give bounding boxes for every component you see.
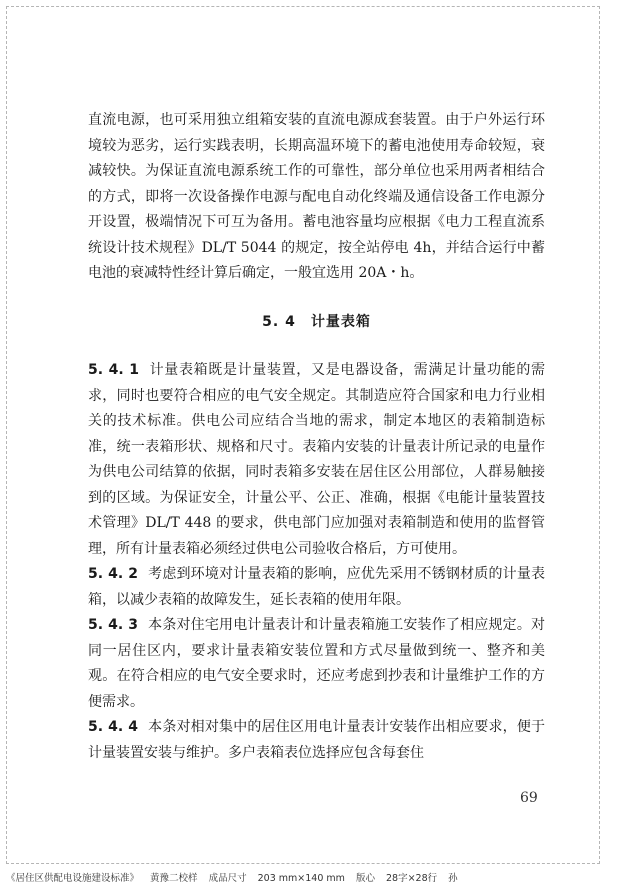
clause-5-4-1 <box>88 358 545 562</box>
continuation-paragraph: 直流电源，也可采用独立组箱安装的直流电源成套装置。由于户外运行环境较为恶劣，运行实践表明，长期高温环境下的蓄电池使用寿命较短，衰减较快。为保证直流电源系统工作的可靠性，部分单位也采用两者相结合的方式，即将一次设备操作电源与配电自动化终端及通信设备工作电源分开设置，极端情况下可互为备用。蓄电池容量均应根据《电力工程直流系统设计技术规程》DL/T 5044 的规定，按全站停电 4h，并结合运行中蓄电池的衰减特性经计算后确定，一般宜选用 20A・h。 <box>88 112 545 281</box>
clause-5-4-2 <box>88 562 545 613</box>
clause-text: 本条对相对集中的居住区用电计量表计安装作出相应要求，便于计量装置安装与维护。多户表箱表位选择应包含每套住 <box>88 719 545 761</box>
footer-book-title: 《居住区供配电设施建设标准》 <box>6 873 140 884</box>
footer-proof: 黄豫二校样 <box>150 873 198 884</box>
clause-5-4-3 <box>88 613 545 715</box>
footer-size-label: 成品尺寸 <box>208 873 247 884</box>
footer-size: 203 mm×140 mm <box>257 873 345 884</box>
footer-tail: 孙 <box>448 873 458 884</box>
clause-text: 计量表箱既是计量装置，又是电器设备，需满足计量功能的需求，同时也要符合相应的电气安全规定。其制造应符合国家和电力行业相关的技术标准。供电公司应结合当地的需求，制定本地区的表箱制造标准，统一表箱形状、规格和尺寸。表箱内安装的计量表计所记录的电量作为供电公司结算的依据，同时表箱多安装在居住区公用部位，人群易触接到的区域。为保证安全，计量公平、公正、准确，根据《电能计量装置技术管理》DL/T 448 的要求，供电部门应加强对表箱制造和使用的监督管理，所有计量表箱必须经过供电公司验收合格后，方可使用。 <box>88 362 546 557</box>
clause-number: 5. 4. 4 <box>88 719 138 735</box>
clause-text: 本条对住宅用电计量表计和计量表箱施工安装作了相应规定。对同一居住区内，要求计量表箱安装位置和方式尽量做到统一、整齐和美观。在符合相应的电气安全要求时，还应考虑到抄表和计量维护工作的方便需求。 <box>88 617 545 710</box>
clause-number: 5. 4. 1 <box>88 362 139 378</box>
clause-5-4-4 <box>88 715 545 766</box>
page-content <box>88 108 545 766</box>
clause-number: 5. 4. 2 <box>88 566 138 582</box>
footer-core-label: 版心 <box>355 873 375 884</box>
page-number: 69 <box>520 790 538 806</box>
clause-text: 考虑到环境对计量表箱的影响，应优先采用不锈钢材质的计量表箱，以减少表箱的故障发生，延长表箱的使用年限。 <box>88 566 545 608</box>
clause-number: 5. 4. 3 <box>88 617 138 633</box>
print-footer <box>6 870 612 884</box>
section-title: 5. 4 计量表箱 <box>262 313 371 330</box>
footer-layout: 28字×28行 <box>386 873 438 884</box>
